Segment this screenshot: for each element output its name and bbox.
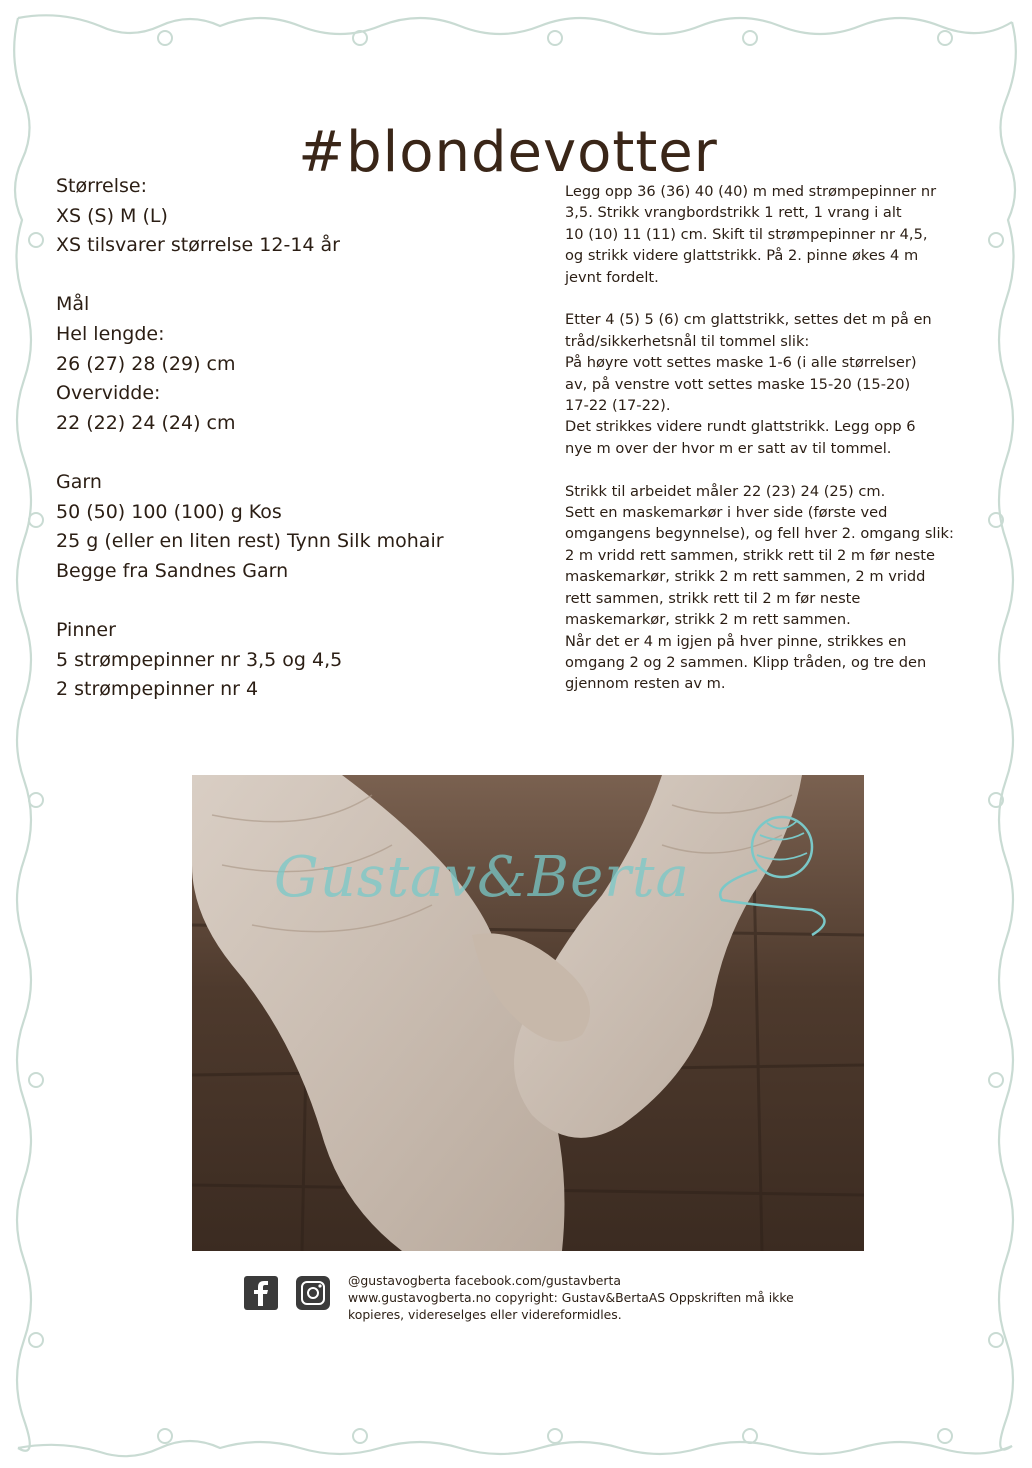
yarn-line: Begge fra Sandnes Garn (56, 559, 289, 582)
instruction-line: Legg opp 36 (36) 40 (40) m med strømpepinner nr (565, 183, 937, 200)
sizes-section (56, 172, 526, 261)
pattern-specs (56, 172, 526, 734)
watermark-text: Gustav&Berta (274, 845, 690, 910)
instruction-line: omgangens begynnelse), og fell hver 2. omgang slik: (565, 525, 954, 543)
needles-heading: Pinner (56, 618, 116, 641)
sizes-values: XS (S) M (L) (56, 204, 168, 227)
needles-line: 5 strømpepinner nr 3,5 og 4,5 (56, 648, 343, 671)
instruction-line: jevnt fordelt. (565, 268, 659, 286)
instruction-line: 17-22 (17-22). (565, 397, 671, 415)
instruction-line: tråd/sikkerhetsnål til tommel slik: (565, 332, 810, 350)
yarn-line: 50 (50) 100 (100) g Kos (56, 500, 282, 523)
yarn-heading: Garn (56, 470, 102, 493)
yarn-line: 25 g (eller en liten rest) Tynn Silk mohair (56, 530, 444, 553)
instruction-line: og strikk videre glattstrikk. På 2. pinne økes 4 m (565, 247, 919, 265)
instructions-paragraph-1 (565, 181, 985, 288)
social-icons (242, 1274, 338, 1314)
instruction-line: gjennom resten av m. (565, 675, 726, 693)
instruction-line: maskemarkør, strikk 2 m rett sammen. (565, 611, 851, 629)
instructions-paragraph-2 (565, 309, 985, 459)
width-label: Overvidde: (56, 382, 161, 405)
measurements-heading: Mål (56, 293, 90, 316)
instruction-line: 3,5. Strikk vrangbordstrikk 1 rett, 1 vrang i alt (565, 204, 902, 222)
yarn-section (56, 468, 526, 586)
sizes-note: XS tilsvarer størrelse 12-14 år (56, 234, 340, 257)
footer-social-links: @gustavogberta facebook.com/gustavberta (348, 1273, 621, 1288)
instruction-line: Etter 4 (5) 5 (6) cm glattstrikk, settes det m på en (565, 311, 932, 329)
facebook-icon[interactable] (242, 1274, 280, 1312)
length-value: 26 (27) 28 (29) cm (56, 352, 236, 375)
instruction-line: Sett en maskemarkør i hver side (første ved (565, 504, 888, 522)
footer-copyright-line: www.gustavogberta.no copyright: Gustav&BertaAS Oppskriften må ikke (348, 1290, 794, 1306)
needles-line: 2 strømpepinner nr 4 (56, 678, 259, 701)
instructions-paragraph-3 (565, 481, 985, 695)
instruction-line: omgang 2 og 2 sammen. Klipp tråden, og tre den (565, 653, 927, 671)
instruction-line: På høyre vott settes maske 1-6 (i alle størrelser) (565, 354, 917, 372)
page-title: #blondevotter (298, 119, 718, 185)
instruction-line: Det strikkes videre rundt glattstrikk. Legg opp 6 (565, 418, 916, 436)
length-label: Hel lengde: (56, 322, 165, 345)
width-value: 22 (22) 24 (24) cm (56, 411, 236, 434)
footer-copyright-line: kopieres, videreselges eller videreformidles. (348, 1307, 622, 1323)
instruction-line: maskemarkør, strikk 2 m rett sammen, 2 m vridd (565, 568, 926, 586)
measurements-section (56, 290, 526, 438)
instructions (565, 181, 985, 716)
mittens-photo (192, 775, 864, 1251)
sizes-heading: Størrelse: (56, 175, 147, 197)
instagram-icon[interactable] (294, 1274, 332, 1312)
needles-section (56, 616, 526, 705)
instruction-line: Strikk til arbeidet måler 22 (23) 24 (25) cm. (565, 482, 886, 500)
footer-copyright (348, 1272, 818, 1324)
instruction-line: av, på venstre vott settes maske 15-20 (15-20) (565, 375, 911, 393)
instruction-line: rett sammen, strikk rett til 2 m før neste (565, 589, 861, 607)
instruction-line: Når det er 4 m igjen på hver pinne, strikkes en (565, 632, 907, 650)
instruction-line: 10 (10) 11 (11) cm. Skift til strømpepinner nr 4,5, (565, 225, 928, 243)
instruction-line: 2 m vridd rett sammen, strikk rett til 2 m før neste (565, 546, 936, 564)
instruction-line: nye m over der hvor m er satt av til tommel. (565, 439, 892, 457)
